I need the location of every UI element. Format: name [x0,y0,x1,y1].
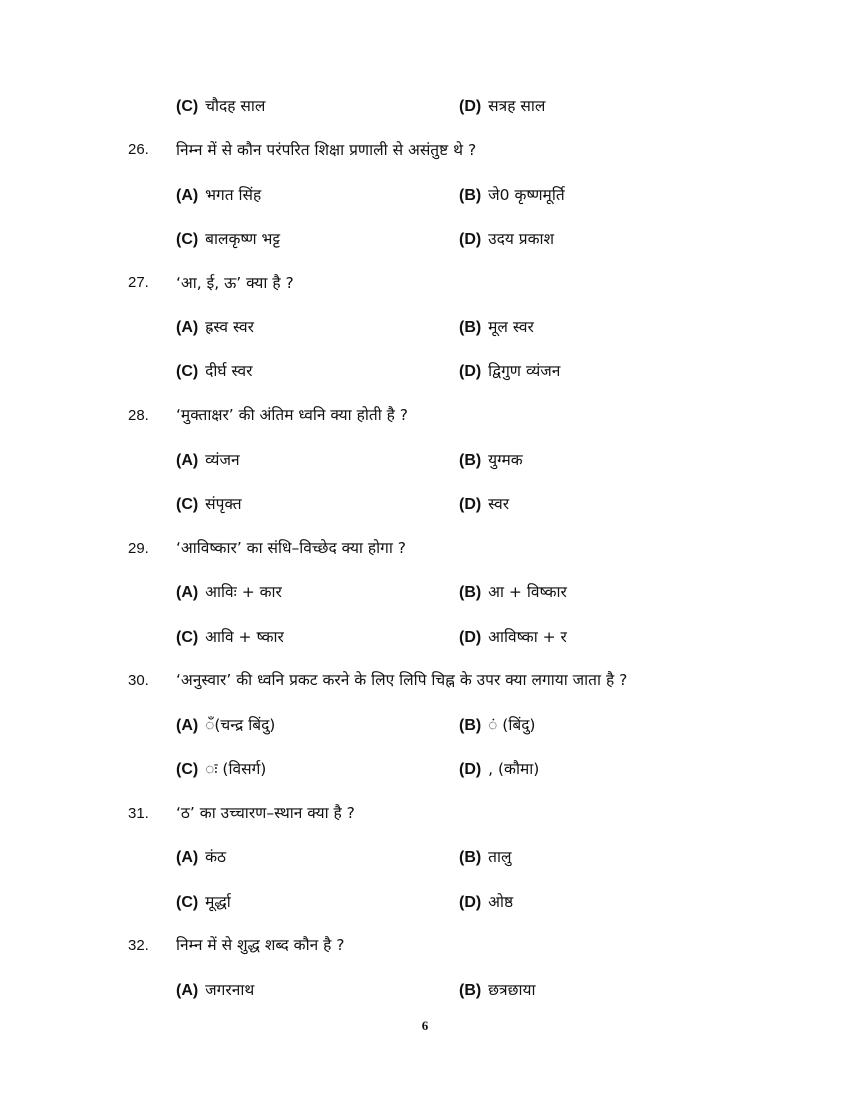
option-c [176,890,231,912]
option-text: ह्रस्व स्वर [205,318,254,336]
option-letter: (A) [176,849,199,866]
option-text: जगरनाथ [205,981,255,999]
option-c-prev [176,94,265,116]
option-letter: (C) [176,629,199,646]
option-text: छत्रछाया [488,981,536,999]
question-number: 26. [128,141,149,158]
option-d [459,625,567,647]
option-letter: (C) [176,894,199,911]
option-letter: (D) [459,231,482,248]
option-letter: (B) [459,584,482,601]
option-text: द्विगुण व्यंजन [488,362,561,380]
option-text: युग्मक [488,451,523,469]
option-text: तालु [488,848,512,866]
option-b [459,978,535,1000]
option-text: जे0 कृष्णमूर्ति [488,186,565,204]
option-b [459,183,565,205]
question-number: 31. [128,805,149,822]
option-letter: (D) [459,98,482,115]
option-letter: (C) [176,98,199,115]
option-a [176,845,226,867]
option-letter: (D) [459,894,482,911]
option-d [459,492,509,514]
option-letter: (B) [459,849,482,866]
option-a [176,978,254,1000]
option-text: आ + विष्कार [488,583,567,601]
option-c [176,757,266,779]
option-text: ओष्ठ [488,893,514,911]
option-a [176,315,254,337]
option-b [459,845,512,867]
option-letter: (B) [459,717,482,734]
option-letter: (B) [459,452,482,469]
option-letter: (A) [176,319,199,336]
option-letter: (B) [459,982,482,999]
question-number: 28. [128,407,149,424]
option-text: उदय प्रकाश [488,230,555,248]
question-number: 29. [128,540,149,557]
option-text: स्वर [488,495,510,513]
option-c [176,625,284,647]
option-letter: (C) [176,231,199,248]
option-b [459,315,534,337]
option-a [176,448,240,470]
question-text: ‘मुक्ताक्षर’ की अंतिम ध्वनि क्या होती है ? [176,406,409,424]
option-a [176,580,282,602]
option-letter: (A) [176,584,199,601]
question-text: निम्न में से शुद्ध शब्द कौन है ? [176,936,345,954]
option-letter: (A) [176,452,199,469]
question-number: 32. [128,937,149,954]
option-d [459,890,513,912]
option-text: , (कौमा) [488,760,540,778]
option-a [176,713,275,735]
option-letter: (A) [176,187,199,204]
option-b [459,713,535,735]
option-b [459,448,523,470]
option-text: व्यंजन [205,451,240,469]
option-text: चौदह साल [205,97,266,115]
option-c [176,492,242,514]
option-letter: (D) [459,496,482,513]
option-b [459,580,567,602]
option-text: आविष्का + र [488,628,567,646]
option-d-prev [459,94,545,116]
option-text: संपृक्त [205,495,242,513]
option-a [176,183,261,205]
option-text: दीर्घ स्वर [205,362,253,380]
option-text: ं (बिंदु) [488,716,536,734]
question-text: ‘आविष्कार’ का संधि–विच्छेद क्या होगा ? [176,539,407,557]
question-number: 27. [128,274,149,291]
option-d [459,757,539,779]
option-text: मूल स्वर [488,318,534,336]
page-number: 6 [421,1018,429,1033]
option-letter: (A) [176,717,199,734]
option-text: सत्रह साल [488,97,546,115]
option-letter: (D) [459,629,482,646]
question-text: ‘अनुस्वार’ की ध्वनि प्रकट करने के लिए लिपि चिह्न के उपर क्या लगाया जाता है ? [176,671,628,689]
option-letter: (D) [459,761,482,778]
option-letter: (D) [459,363,482,380]
question-text: ‘आ, ई, ऊ’ क्या है ? [176,274,294,292]
question-text: निम्न में से कौन परंपरित शिक्षा प्रणाली से असंतुष्ट थे ? [176,141,477,159]
option-letter: (C) [176,363,199,380]
option-letter: (A) [176,982,199,999]
option-letter: (B) [459,187,482,204]
option-letter: (C) [176,761,199,778]
option-text: आवि + ष्कार [205,628,284,646]
option-c [176,227,280,249]
option-text: बालकृष्ण भट्ट [205,230,281,248]
option-text: ँ(चन्द्र बिंदु) [205,716,276,734]
option-d [459,227,554,249]
option-c [176,359,252,381]
option-text: मूर्द्धा [205,893,231,911]
option-text: भगत सिंह [205,186,262,204]
option-text: ः (विसर्ग) [205,760,267,778]
option-letter: (C) [176,496,199,513]
question-text: ‘ठ’ का उच्चारण–स्थान क्या है ? [176,804,355,822]
option-text: आविः + कार [205,583,282,601]
option-d [459,359,560,381]
question-number: 30. [128,672,149,689]
option-text: कंठ [205,848,227,866]
option-letter: (B) [459,319,482,336]
